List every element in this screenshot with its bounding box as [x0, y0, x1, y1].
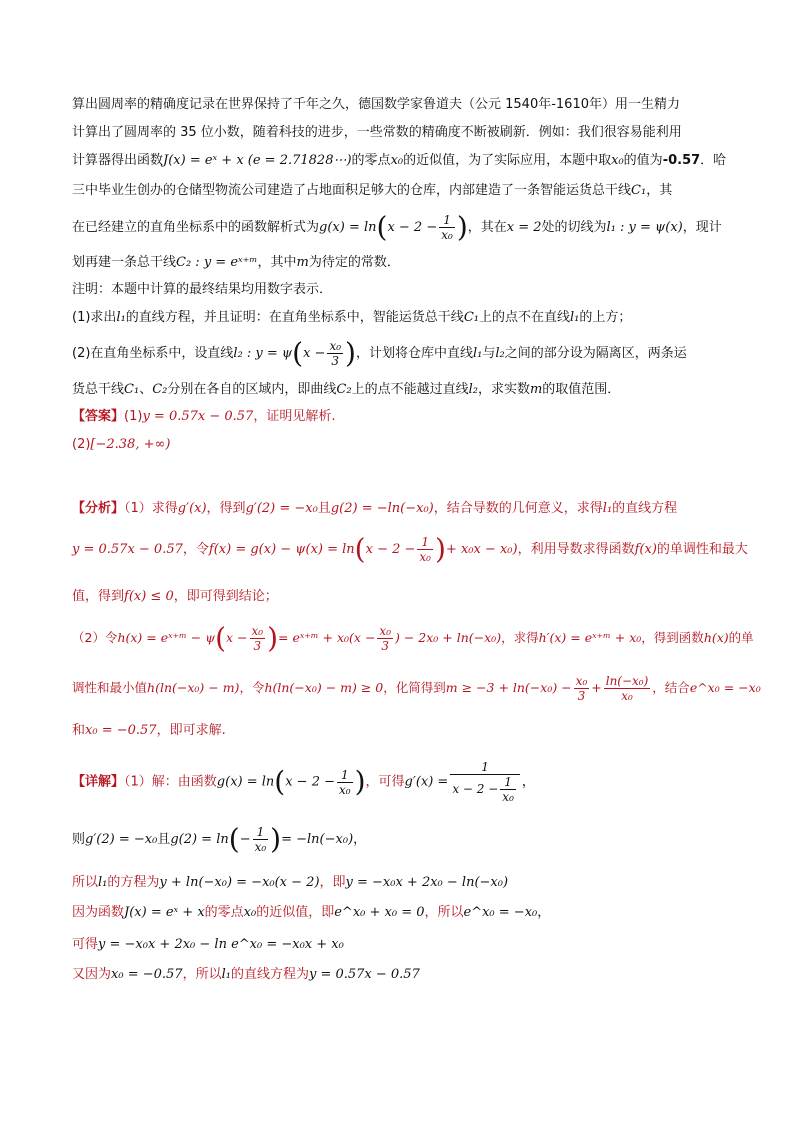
- text: ，可得: [365, 774, 405, 790]
- formula: e^x₀ = −x₀: [463, 905, 538, 920]
- paren-open: (: [292, 336, 304, 370]
- fraction: [377, 624, 393, 653]
- formula: l₁: [472, 346, 483, 361]
- text: 三中毕业生创办的仓储型物流公司建造了占地面积足够大的仓库，内部建造了一条智能运货总干线: [72, 183, 632, 198]
- text: 的近似值，即: [256, 905, 335, 920]
- denominator: x₀: [254, 840, 267, 854]
- paren-open: (: [274, 765, 286, 798]
- analysis-line-2: [72, 532, 748, 568]
- text: 的直线方程为: [230, 967, 309, 982]
- fraction: [337, 768, 353, 797]
- text: 货总干线: [72, 382, 125, 397]
- formula: x −: [226, 630, 248, 645]
- formula: l₂: [468, 382, 478, 397]
- formula: m: [529, 382, 543, 397]
- text: 可得: [72, 937, 99, 952]
- numerator: 1: [337, 768, 353, 783]
- note-line: [72, 281, 722, 299]
- text: ，得到函数: [641, 630, 704, 645]
- formula: x₀ = −0.57: [111, 967, 183, 982]
- text: ，得到: [206, 501, 246, 516]
- formula: h(x) = eˣ⁺ᵐ − ψ: [117, 630, 216, 645]
- formula: m: [296, 255, 309, 270]
- text: 的直线方程: [612, 501, 678, 516]
- formula: x − 2 −: [365, 542, 416, 557]
- fraction-nested: [450, 760, 520, 804]
- text: 在已经建立的直角坐标系中的函数解析式为: [72, 220, 320, 235]
- formula: h(ln(−x₀) − m): [147, 680, 240, 695]
- text: ，所以: [182, 967, 222, 982]
- text: 划再建一条总干线: [72, 255, 177, 270]
- paren-close: ): [345, 336, 356, 370]
- numerator: ln(−x₀): [605, 674, 649, 688]
- text: ，证明见解析.: [253, 409, 336, 424]
- text: 所以: [72, 875, 99, 890]
- paren-open: (: [354, 532, 366, 566]
- text: （1）解：由函数: [124, 774, 217, 790]
- formula: g(2) = −ln(−x₀): [330, 501, 434, 516]
- denominator: 3: [381, 639, 390, 653]
- text: 之间的部分设为隔离区，两条运: [504, 346, 687, 361]
- text: ，: [537, 905, 551, 920]
- text: ，令: [182, 542, 209, 557]
- text: 的值为: [623, 153, 663, 168]
- numerator: x₀: [575, 674, 588, 688]
- formula: J(x) = eˣ + x (e = 2.71828⋯): [163, 153, 352, 168]
- denominator-part: x − 2 −: [452, 782, 499, 796]
- analysis-line-1: [72, 500, 722, 518]
- value: -0.57: [662, 153, 701, 168]
- formula: m ≥ −3 + ln(−x₀) −: [445, 680, 572, 695]
- formula: +: [591, 680, 602, 695]
- formula: g′(2) = −x₀: [245, 501, 318, 516]
- formula: x − 2 −: [387, 220, 438, 235]
- text: （1）求得: [124, 501, 178, 516]
- paren-close: ): [267, 621, 279, 655]
- text: (2): [72, 437, 91, 452]
- text: 、: [139, 382, 153, 397]
- text: (1)求出: [72, 310, 117, 325]
- fraction: [327, 339, 343, 368]
- text: ，: [521, 774, 535, 790]
- formula: h′(x) = eˣ⁺ᵐ + x₀: [538, 630, 642, 645]
- fraction: [250, 624, 266, 653]
- text: 又因为: [72, 967, 112, 982]
- formula: y = 0.57x − 0.57: [72, 542, 183, 557]
- text: ，: [353, 832, 367, 847]
- intro-line-6: [72, 254, 722, 272]
- formula: e^x₀ + x₀ = 0: [334, 905, 425, 920]
- analysis-line-5: [72, 670, 761, 706]
- text: ，即: [319, 875, 346, 890]
- formula: l₁: [570, 310, 580, 325]
- text: 与: [482, 346, 496, 361]
- formula: l₁ : y = ψ(x): [606, 220, 683, 235]
- detail-line-3: [72, 874, 722, 892]
- text: 上的点不能越过直线: [351, 382, 469, 397]
- formula: y + ln(−x₀) = −x₀(x − 2): [159, 875, 320, 890]
- formula: x − 2 −: [285, 774, 336, 790]
- formula: y = −x₀x + 2x₀ − ln(−x₀): [345, 875, 509, 890]
- text: 且: [157, 832, 171, 847]
- text: 调性和最小值: [72, 680, 148, 695]
- text: (2)在直角坐标系中，设直线: [72, 346, 234, 361]
- text: ，利用导数求得函数: [517, 542, 635, 557]
- text: 的上方；: [579, 310, 632, 325]
- analysis-tag: 【分析】: [72, 501, 125, 516]
- numerator: 1: [500, 775, 516, 790]
- text: 的零点: [351, 153, 391, 168]
- text: 算出圆周率的精确度记录在世界保持了千年之久，德国数学家鲁道夫（公元 1540年-1610年）用一生精力: [72, 97, 680, 112]
- analysis-line-6: [72, 722, 722, 740]
- formula: x₀: [243, 905, 257, 920]
- formula: f(x): [634, 542, 657, 557]
- formula: f(x) ≤ 0: [124, 589, 174, 604]
- text: ，其在: [467, 220, 507, 235]
- formula: C₂: [152, 382, 168, 397]
- denominator: 3: [577, 689, 586, 703]
- text: ，化简得到: [383, 680, 446, 695]
- text: 的近似值，为了实际应用，本题中取: [403, 153, 612, 168]
- intro-line-4: [72, 182, 722, 200]
- text: ，即可求解.: [156, 723, 226, 738]
- inner-fraction: [500, 775, 516, 804]
- formula: −: [239, 832, 251, 847]
- paren-close: ): [456, 210, 468, 244]
- numerator: 1: [417, 535, 433, 550]
- text: ，即可得到结论；: [173, 589, 278, 604]
- question-2: [72, 336, 722, 372]
- detail-line-5: [72, 936, 722, 954]
- denominator: x₀: [621, 689, 633, 703]
- numerator: 1: [439, 213, 455, 228]
- question-1: [72, 309, 722, 327]
- detail-line-1: [72, 760, 722, 804]
- formula: C₁: [124, 382, 140, 397]
- formula: e^x₀ = −x₀: [689, 680, 761, 695]
- text: 为待定的常数．: [308, 255, 400, 270]
- detail-tag: 【详解】: [72, 774, 125, 790]
- formula: [−2.38, +∞): [90, 437, 171, 452]
- numerator: x₀: [379, 624, 391, 638]
- text: 注明：本题中计算的最终结果均用数字表示．: [72, 282, 333, 297]
- text: ，所以: [424, 905, 464, 920]
- formula: l₁: [602, 501, 613, 516]
- intro-line-2: [72, 124, 722, 142]
- fraction: [417, 535, 433, 564]
- formula: y = −x₀x + 2x₀ − ln e^x₀ = −x₀x + x₀: [98, 937, 344, 952]
- paren-close: ): [354, 765, 366, 798]
- formula: g(x) = ln: [319, 220, 377, 235]
- denominator: x₀: [419, 550, 431, 564]
- denominator: x₀: [502, 790, 514, 804]
- paren-close: ): [270, 822, 282, 856]
- formula: C₂ : y = eˣ⁺ᵐ: [176, 255, 258, 270]
- text: 值，得到: [72, 589, 125, 604]
- text: 计算出了圆周率的 35 位小数，随着科技的进步，一些常数的精确度不断被刷新．例如：我们很容易能利用: [72, 125, 682, 140]
- detail-line-6: [72, 966, 722, 984]
- fraction: [253, 825, 269, 854]
- denominator: 3: [331, 354, 340, 368]
- answer-tag: 【答案】: [72, 409, 125, 424]
- formula: y = 0.57x − 0.57: [142, 409, 254, 424]
- text: ，计划将仓库中直线: [355, 346, 473, 361]
- text: ，结合: [652, 680, 690, 695]
- intro-line-3: [72, 152, 727, 170]
- text: 因为函数: [72, 905, 125, 920]
- formula: g(x) = ln: [216, 774, 275, 790]
- fraction: [439, 213, 455, 242]
- text: 上的点不在直线: [478, 310, 570, 325]
- formula: l₁: [98, 875, 108, 890]
- formula: h(x): [703, 630, 729, 645]
- formula: l₁: [116, 310, 126, 325]
- text: 且: [317, 501, 331, 516]
- paren-open: (: [228, 822, 240, 856]
- formula: x₀: [611, 153, 624, 168]
- text: 的方程为: [107, 875, 160, 890]
- text: 的零点: [204, 905, 244, 920]
- detail-line-4: [72, 904, 722, 922]
- analysis-line-4: [72, 620, 754, 656]
- paren-close: ): [434, 532, 446, 566]
- answer-line-1: [72, 408, 722, 426]
- formula: ) − 2x₀ + ln(−x₀): [395, 630, 502, 645]
- text: ，求实数: [477, 382, 530, 397]
- text: （2）令: [72, 630, 118, 645]
- text: 的单调性和最大: [656, 542, 748, 557]
- text: ．哈: [700, 153, 727, 168]
- paren-open: (: [376, 210, 388, 244]
- formula: = eˣ⁺ᵐ + x₀(x −: [278, 630, 376, 645]
- denominator: x₀: [339, 782, 351, 797]
- formula: l₂ : y = ψ: [233, 346, 293, 361]
- formula: g(2) = ln: [170, 832, 229, 847]
- formula: + x₀x − x₀): [445, 542, 518, 557]
- formula: x₀: [390, 153, 404, 168]
- detail-line-2: [72, 822, 722, 858]
- numerator: x₀: [251, 624, 264, 638]
- formula: g′(x) =: [404, 774, 449, 790]
- denominator: x₀: [441, 228, 453, 242]
- analysis-line-3: [72, 588, 722, 606]
- numerator: 1: [450, 760, 520, 775]
- text: 处的切线为: [541, 220, 607, 235]
- formula: C₁: [463, 310, 479, 325]
- intro-line-5: [72, 210, 722, 246]
- formula: h(ln(−x₀) − m) ≥ 0: [264, 680, 384, 695]
- text: ，其中: [257, 255, 297, 270]
- formula: y = 0.57x − 0.57: [308, 967, 420, 982]
- answer-line-2: [72, 436, 722, 454]
- formula: g′(x): [177, 501, 207, 516]
- fraction: [604, 674, 651, 703]
- text: 计算器得出函数: [72, 153, 164, 168]
- text: ，求得: [501, 630, 539, 645]
- formula: = −ln(−x₀): [281, 832, 354, 847]
- formula: J(x) = eˣ + x: [124, 905, 205, 920]
- paren-open: (: [215, 621, 226, 655]
- text: 的单: [728, 630, 754, 645]
- formula: g′(2) = −x₀: [85, 832, 158, 847]
- numerator: 1: [253, 825, 269, 840]
- text: ，其: [646, 183, 673, 198]
- text: (1): [124, 409, 143, 424]
- text: 则: [72, 832, 86, 847]
- text: ，结合导数的几何意义，求得: [433, 501, 603, 516]
- formula: l₁: [221, 967, 231, 982]
- formula: f(x) = g(x) − ψ(x) = ln: [208, 542, 355, 557]
- denominator: [450, 775, 520, 804]
- text: ，现计: [682, 220, 722, 235]
- text: 和: [72, 723, 86, 738]
- formula: l₂: [495, 346, 505, 361]
- formula: x₀ = −0.57: [85, 723, 157, 738]
- formula: C₂: [336, 382, 352, 397]
- denominator: 3: [253, 639, 262, 653]
- text: 的直线方程，并且证明：在直角坐标系中，智能运货总干线: [125, 310, 464, 325]
- numerator: x₀: [329, 339, 342, 353]
- formula: x = 2: [506, 220, 542, 235]
- text: 分别在各自的区域内，即曲线: [167, 382, 337, 397]
- fraction: [574, 674, 590, 703]
- intro-line-1: [72, 96, 722, 114]
- text: 的取值范围．: [542, 382, 621, 397]
- question-2-cont: [72, 381, 722, 399]
- formula: x −: [303, 346, 326, 361]
- formula: C₁: [631, 183, 647, 198]
- text: ，令: [239, 680, 265, 695]
